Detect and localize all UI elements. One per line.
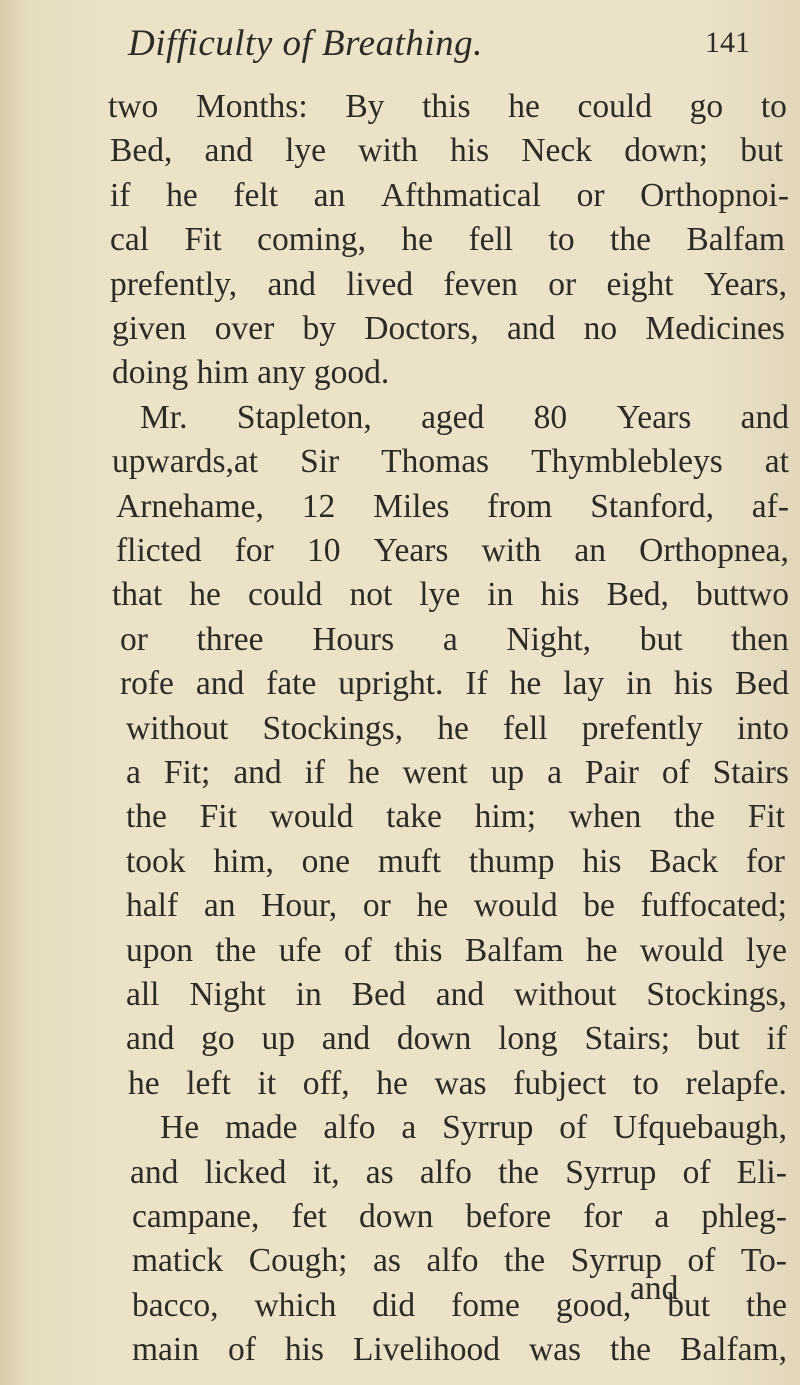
text-line: He made alfo a Syrrup of Ufquebaugh, <box>160 1109 787 1147</box>
text-line: flicted for 10 Years with an Orthopnea, <box>116 532 789 569</box>
text-line: all Night in Bed and without Stockings, <box>126 976 787 1013</box>
text-line: he left it off, he was fubject to relapfe. <box>128 1064 787 1102</box>
text-line: bacco, which did fome good, but the <box>132 1286 787 1324</box>
text-line: given over by Doctors, and no Medicines <box>112 310 785 347</box>
page-header <box>0 22 800 72</box>
text-line: upwards,at Sir Thomas Thymblebleys at <box>112 443 789 481</box>
text-line: or three Hours a Night, but then <box>120 620 789 658</box>
text-line: took him, one muft thump his Back for <box>126 842 785 880</box>
page-number: 141 <box>705 26 750 59</box>
text-line: that he could not lye in his Bed, buttwo <box>112 576 789 614</box>
text-line: cal Fit coming, he fell to the Balfam <box>110 221 785 259</box>
running-head: Difficulty of Breathing. <box>128 23 483 64</box>
text-line: doing him any good. <box>112 354 390 392</box>
text-line: matick Cough; as alfo the Syrrup of To- <box>132 1242 787 1280</box>
text-line: if he felt an Afthmatical or Orthopnoi- <box>110 176 789 214</box>
text-line: Mr. Stapleton, aged 80 Years and <box>140 398 789 436</box>
text-line: Arnehame, 12 Miles from Stanford, af- <box>116 487 789 525</box>
text-line: and go up and down long Stairs; but if <box>126 1020 787 1058</box>
text-line: two Months: By this he could go to <box>108 88 787 125</box>
text-line: a Fit; and if he went up a Pair of Stairs <box>126 754 789 791</box>
text-line: campane, fet down before for a phleg- <box>132 1198 787 1235</box>
text-line: without Stockings, he fell prefently into <box>126 709 789 747</box>
text-line: main of his Livelihood was the Balfam, <box>132 1331 787 1369</box>
text-line: rofe and fate upright. If he lay in his Bed <box>120 665 789 703</box>
catchword: and <box>630 1270 679 1307</box>
text-line: Bed, and lye with his Neck down; but <box>110 132 783 170</box>
text-line: prefently, and lived feven or eight Years, <box>110 265 787 303</box>
text-line: and licked it, as alfo the Syrrup of Eli- <box>130 1153 787 1191</box>
text-line: half an Hour, or he would be fuffocated; <box>126 887 787 925</box>
text-line: upon the ufe of this Balfam he would lye <box>126 931 787 969</box>
text-line: the Fit would take him; when the Fit <box>126 798 785 836</box>
